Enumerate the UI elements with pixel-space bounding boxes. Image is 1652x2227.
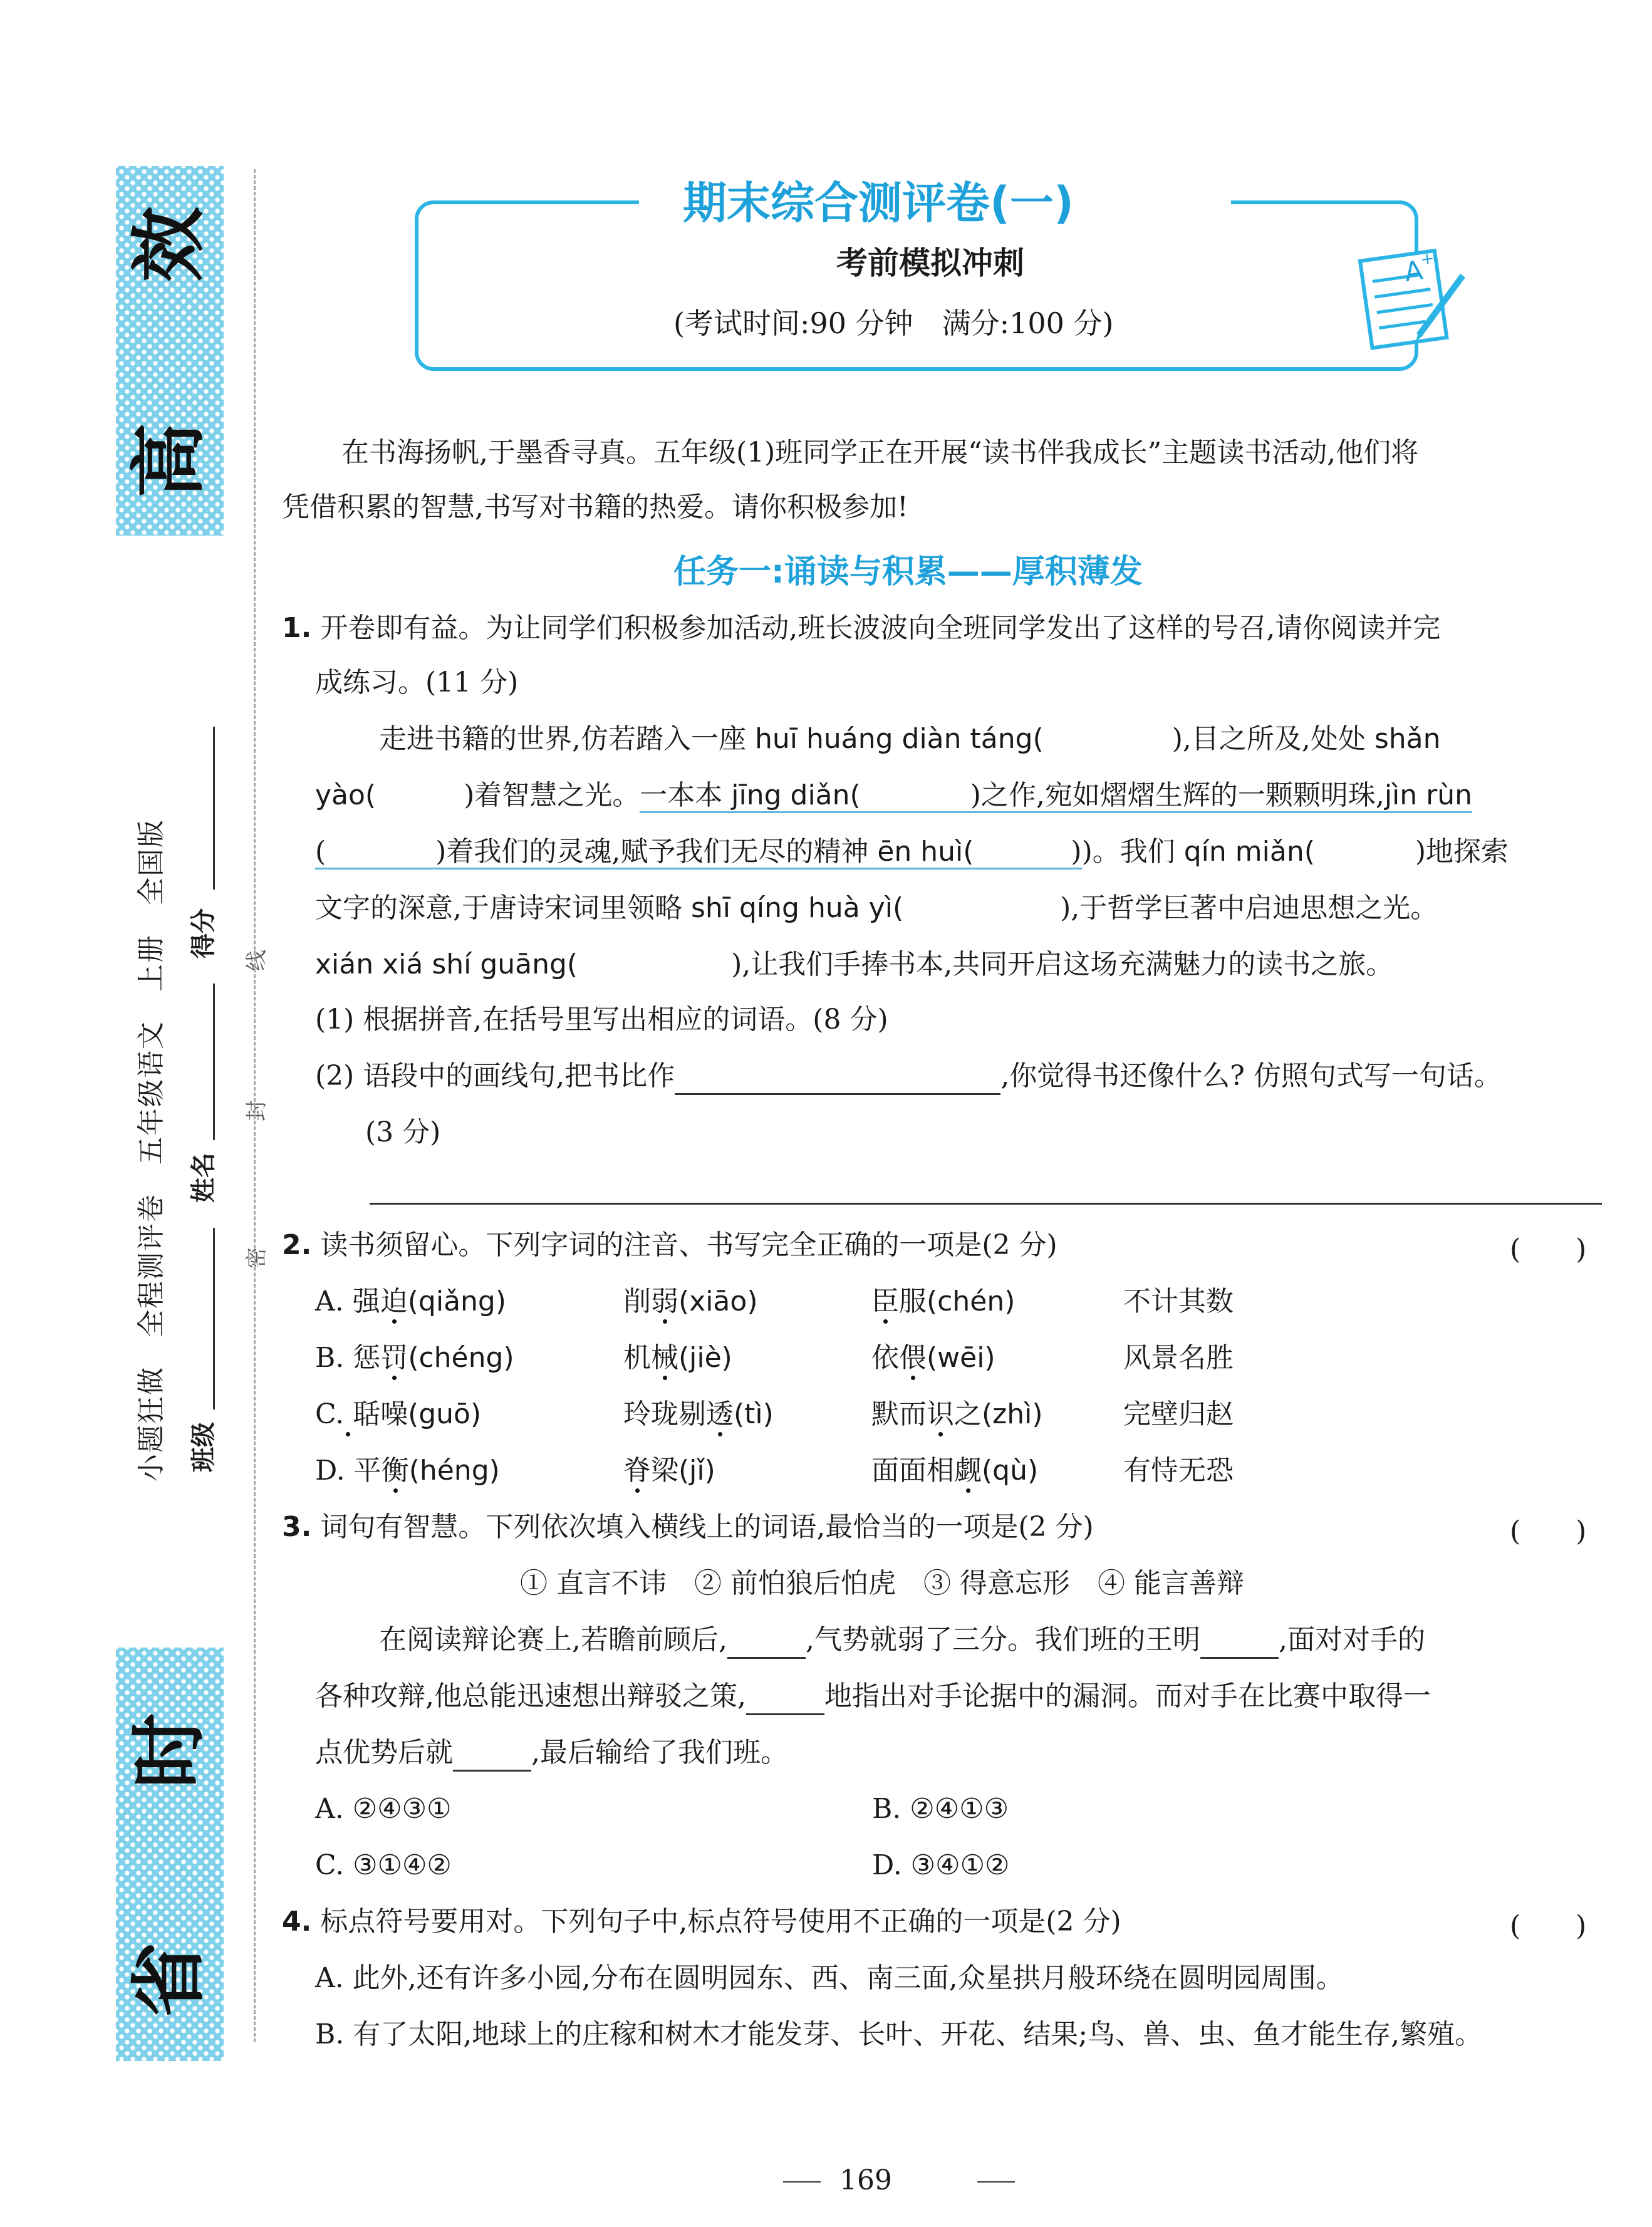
q3-word-options: ① 直言不讳 ② 前怕狼后怕虎 ③ 得意忘形 ④ 能言善辩: [520, 1567, 1244, 1599]
q2-stem: 2. 读书须留心。下列字词的注音、书写完全正确的一项是(2 分): [282, 1229, 1057, 1261]
q1-passage-line-5: xián xiá shí guāng( ),让我们手捧书本,共同开启这场充满魅力的读书之旅。: [315, 948, 1394, 980]
q1-passage-line-3: ( )着我们的灵魂,赋予我们无尽的精神 ēn huì( ))。我们 qín miǎn( )地探索: [315, 833, 1509, 871]
q1-sub-question-1: (1) 根据拼音,在括号里写出相应的词语。(8 分): [315, 1004, 888, 1036]
q1-answer-line[interactable]: [370, 1203, 1602, 1205]
class-label: 班级: [189, 1422, 218, 1472]
underlined-sentence-part-2: ( )着我们的灵魂,赋予我们无尽的精神 ēn huì( ): [315, 836, 1082, 870]
seal-char-feng: 封: [244, 1100, 269, 1121]
q1-stem-text: 开卷即有益。为让同学们积极参加活动,班长波波向全班同学发出了这样的号召,请你阅读并完: [320, 612, 1441, 644]
intro-line-1: 在书海扬帆,于墨香寻真。五年级(1)班同学正在开展“读书伴我成长”主题读书活动,他们将: [341, 437, 1419, 469]
answer-blank[interactable]: [1200, 1629, 1279, 1659]
q1-stem-line-2: 成练习。(11 分): [315, 667, 519, 698]
q1-passage-line-1: 走进书籍的世界,仿若踏入一座 huī huáng diàn táng( ),目之所及,处处 shǎn: [379, 723, 1441, 755]
pinyin-shan: shǎn: [1374, 723, 1441, 755]
bottom-badge: [116, 1648, 224, 2061]
intro-line-2: 凭借积累的智慧,书写对书籍的热爱。请你积极参加!: [282, 491, 908, 523]
seal-char-mi: 密: [244, 1247, 269, 1269]
page-number-dash-left: [783, 2181, 821, 2183]
name-line: [213, 984, 215, 1140]
q3-choice-d[interactable]: D. ③④①②: [872, 1849, 1010, 1881]
name-label: 姓名: [189, 1153, 218, 1203]
class-line: [213, 1228, 215, 1409]
answer-blank[interactable]: [727, 1629, 806, 1659]
badge-char-shi: 时: [126, 1713, 213, 1788]
q3-passage-line-2: 各种攻辩,他总能迅速想出辩驳之策, 地指出对手论据中的漏洞。而对手在比赛中取得一: [315, 1678, 1431, 1715]
badge-char-gao: 高: [126, 423, 213, 498]
q1-stem-line-1: [282, 610, 1440, 647]
seal-dashed-line: [254, 169, 256, 2042]
badge-char-sheng: 省: [126, 1942, 213, 2017]
q1-sub-question-2-score: (3 分): [365, 1116, 441, 1148]
q3-passage-line-1: 在阅读辩论赛上,若瞻前顾后, ,气势就弱了三分。我们班的王明 ,面对对手的: [379, 1621, 1425, 1659]
q2-answer-bracket[interactable]: ( ): [1510, 1233, 1587, 1265]
q3-choice-c[interactable]: C. ③①④②: [315, 1849, 452, 1881]
exam-paper-icon: [1353, 241, 1478, 354]
q4-stem: 4. 标点符号要用对。下列句子中,标点符号使用不正确的一项是(2 分): [282, 1906, 1121, 1938]
answer-blank-book-as[interactable]: [675, 1066, 1000, 1095]
page-number: 169: [839, 2164, 892, 2196]
q3-choice-b[interactable]: B. ②④①③: [872, 1793, 1009, 1825]
pinyin-yao: yào(: [315, 779, 377, 811]
q4-option-a[interactable]: A. 此外,还有许多小园,分布在圆明园东、西、南三面,众星拱月般环绕在圆明园周围。: [315, 1962, 1344, 1994]
q3-stem: 3. 词句有智慧。下列依次填入横线上的词语,最恰当的一项是(2 分): [282, 1511, 1094, 1543]
page-subtitle: 考前模拟冲刺: [836, 244, 1024, 281]
top-badge: [116, 166, 224, 536]
task1-heading: 任务一:诵读与积累——厚积薄发: [673, 553, 1143, 591]
q3-choice-a[interactable]: A. ②④③①: [315, 1793, 452, 1825]
page-number-dash-right: [977, 2181, 1015, 2183]
underlined-sentence-part-1: 一本本 jīng diǎn( )之作,宛如熠熠生辉的一颗颗明珠,jìn rùn: [640, 779, 1472, 813]
q1-sub-question-2: (2) 语段中的画线句,把书比作 ,你觉得书还像什么? 仿照句式写一句话。: [315, 1057, 1502, 1095]
exam-time-info: (考试时间:90 分钟 满分:100 分): [673, 306, 1114, 340]
answer-blank[interactable]: [453, 1742, 531, 1772]
answer-blank[interactable]: [746, 1686, 824, 1715]
q4-answer-bracket[interactable]: ( ): [1510, 1910, 1587, 1942]
q1-passage-line-2: yào( )着智慧之光。一本本 jīng diǎn( )之作,宛如熠熠生辉的一颗颗明珠,jìn rùn: [315, 777, 1472, 814]
q1-passage-line-4: 文字的深意,于唐诗宋词里领略 shī qíng huà yì( ),于哲学巨著中启迪思想之光。: [315, 892, 1438, 924]
series-title: 小题狂做 全程测评卷 五年级语文 上册 全国版: [135, 819, 167, 1482]
seal-char-xian: 线: [244, 950, 269, 971]
svg-text:A: A: [1402, 254, 1425, 288]
q3-answer-bracket[interactable]: ( ): [1510, 1515, 1587, 1547]
badge-char-xiao: 效: [126, 207, 213, 282]
q1-number: 1.: [282, 612, 312, 644]
page-title: 期末综合测评卷(一): [683, 177, 1074, 229]
score-line: [213, 727, 215, 890]
svg-text:+: +: [1419, 249, 1436, 270]
q3-passage-line-3: 点优势后就 ,最后输给了我们班。: [315, 1734, 788, 1772]
pinyin-huihuangdiantang: huī huáng diàn táng(: [754, 723, 1044, 755]
score-label: 得分: [189, 908, 218, 958]
q4-option-b[interactable]: B. 有了太阳,地球上的庄稼和树木才能发芽、长叶、开花、结果;鸟、兽、虫、鱼才能生存,繁殖。: [315, 2018, 1483, 2050]
